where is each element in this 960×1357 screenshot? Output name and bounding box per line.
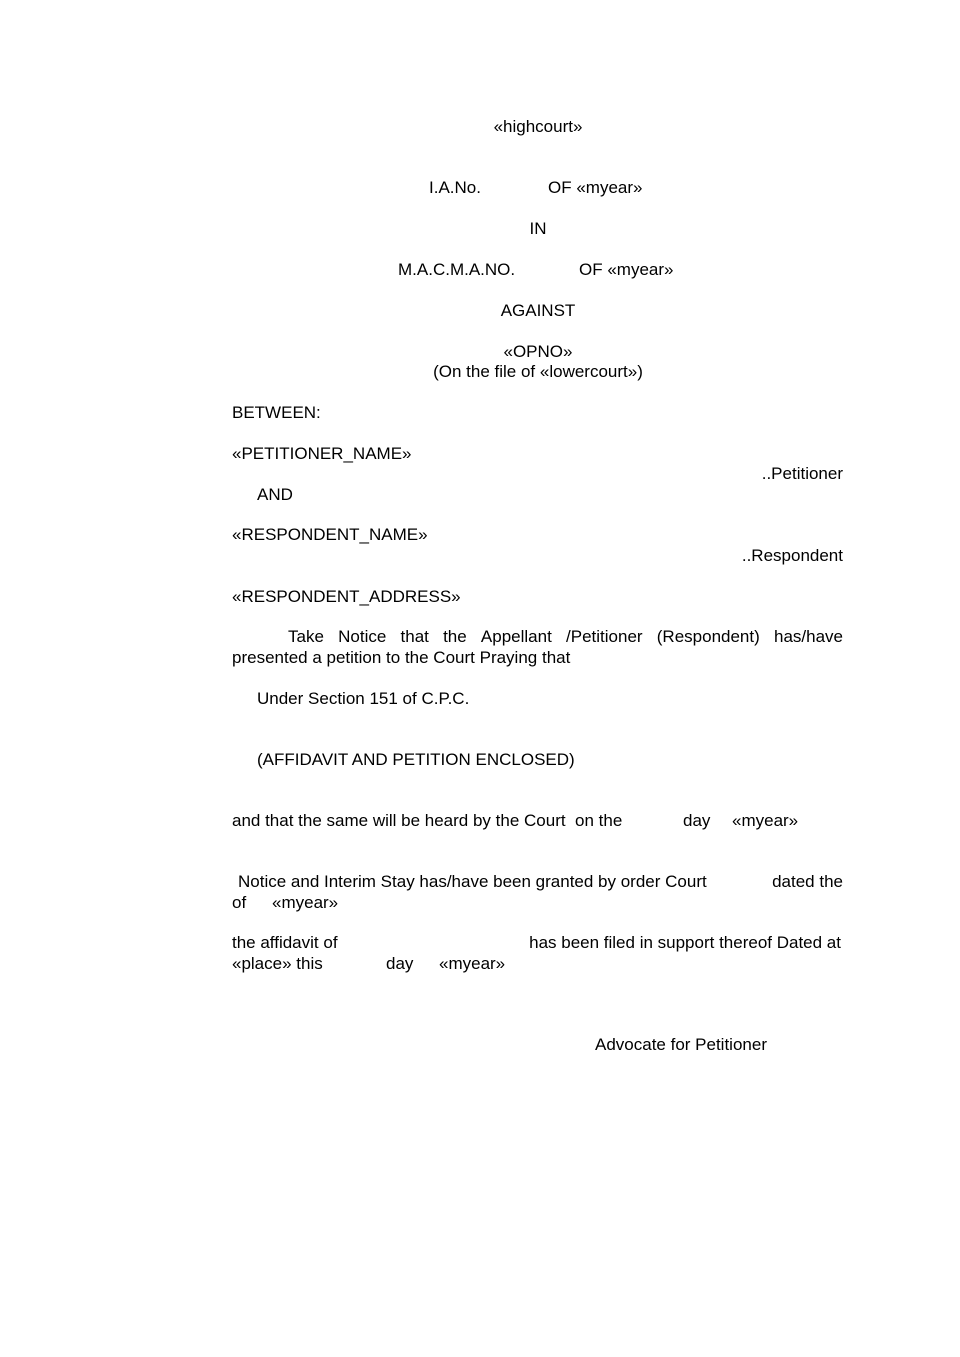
- macma-number-label: M.A.C.M.A.NO.: [398, 260, 516, 279]
- stay-dated: dated the: [772, 872, 843, 891]
- affidavit-support: has been filed in support thereof Dated at: [529, 933, 841, 952]
- high-court-name: «highcourt»: [493, 117, 583, 136]
- and-label: AND: [257, 485, 293, 504]
- affidavit-day: day: [386, 954, 414, 973]
- notice-word: /Petitioner: [566, 627, 643, 646]
- macma-year: OF «myear»: [579, 260, 674, 279]
- in-label: IN: [529, 219, 547, 238]
- hearing-year: «myear»: [732, 811, 799, 830]
- notice-word: Appellant: [480, 627, 552, 646]
- petitioner-name: «PETITIONER_NAME»: [232, 444, 412, 463]
- against-label: AGAINST: [500, 301, 576, 320]
- op-number: «OPNO»: [503, 342, 573, 361]
- affidavit-place: «place» this: [232, 954, 323, 973]
- notice-word: that: [400, 627, 429, 646]
- notice-word: has/have: [773, 627, 843, 646]
- advocate-signature: Advocate for Petitioner: [595, 1035, 767, 1054]
- enclosures-note: (AFFIDAVIT AND PETITION ENCLOSED): [257, 750, 575, 769]
- notice-word: the: [443, 627, 467, 646]
- respondent-name: «RESPONDENT_NAME»: [232, 525, 428, 544]
- petitioner-role: ..Petitioner: [761, 464, 843, 483]
- ia-year: OF «myear»: [548, 178, 643, 197]
- respondent-address: «RESPONDENT_ADDRESS»: [232, 587, 461, 606]
- section-reference: Under Section 151 of C.P.C.: [257, 689, 470, 708]
- notice-line-2: presented a petition to the Court Praying that: [232, 648, 571, 667]
- lower-court-file: (On the file of «lowercourt»): [433, 362, 643, 381]
- notice-line-1: [288, 627, 843, 647]
- notice-word: Take: [288, 627, 324, 646]
- ia-number-label: I.A.No.: [429, 178, 481, 197]
- stay-of: of: [232, 893, 247, 912]
- hearing-text: and that the same will be heard by the Court on the: [232, 811, 623, 830]
- stay-year: «myear»: [272, 893, 339, 912]
- notice-word: (Respondent): [656, 627, 760, 646]
- hearing-day: day: [683, 811, 711, 830]
- respondent-role: ..Respondent: [741, 546, 843, 565]
- between-label: BETWEEN:: [232, 403, 321, 422]
- notice-word: Notice: [338, 627, 387, 646]
- affidavit-text: the affidavit of: [232, 933, 338, 952]
- stay-text: Notice and Interim Stay has/have been granted by order Court: [238, 872, 707, 891]
- affidavit-year: «myear»: [439, 954, 506, 973]
